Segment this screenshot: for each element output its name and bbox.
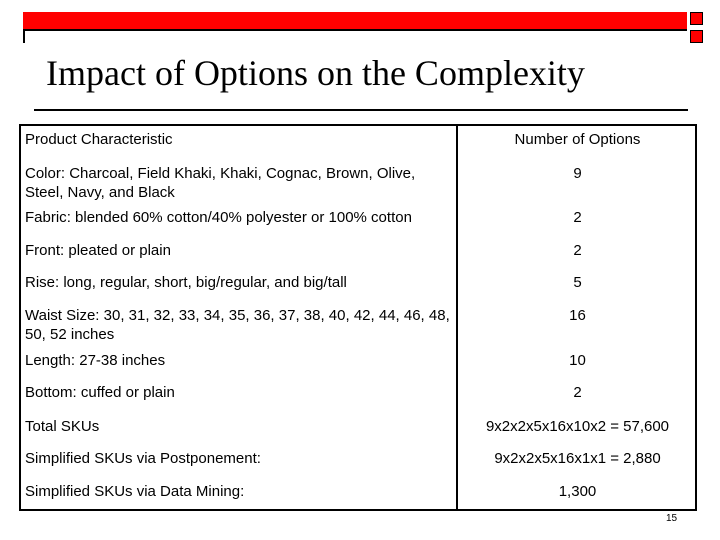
row-detail: : Charcoal, Field Khaki, Khaki, Cognac, Brown, Olive, Steel, Navy, and Black	[25, 165, 416, 201]
row-value: 1,300	[558, 483, 597, 500]
row-label: Front	[25, 242, 61, 259]
row-value: 16	[569, 307, 586, 324]
row-value: 2	[573, 384, 582, 401]
row-detail: :	[240, 483, 245, 500]
row-label-cell	[25, 208, 450, 227]
row-label: Color	[25, 165, 61, 182]
row-value: 5	[573, 274, 582, 291]
slide-title: Impact of Options on the Complexity	[46, 53, 585, 93]
title-rule	[34, 109, 688, 111]
header-number-of-options: Number of Options	[514, 131, 641, 148]
row-label: Simplified SKUs via Postponement	[25, 450, 257, 467]
row-detail: :	[256, 450, 261, 467]
row-label-cell	[25, 273, 450, 292]
row-label: Fabric	[25, 209, 67, 226]
row-label-cell	[25, 417, 450, 436]
row-label-cell	[25, 482, 450, 501]
row-detail: : cuffed or plain	[72, 384, 175, 401]
row-detail: : long, regular, short, big/regular, and big/tall	[55, 274, 347, 291]
row-label: Bottom	[25, 384, 73, 401]
row-label: Total SKUs	[25, 418, 100, 435]
row-value: 2	[573, 242, 582, 259]
corner-box-bottom	[690, 30, 703, 43]
row-value: 9x2x2x5x16x1x1 = 2,880	[494, 450, 661, 467]
row-label-cell	[25, 351, 450, 370]
row-value: 9	[573, 165, 582, 182]
row-value: 10	[569, 352, 586, 369]
row-value: 2	[573, 209, 582, 226]
corner-box-top	[690, 12, 703, 25]
row-value: 9x2x2x5x16x10x2 = 57,600	[485, 418, 670, 435]
row-detail: : 27-38 inches	[70, 352, 166, 369]
row-label: Rise	[25, 274, 56, 291]
row-label: Length	[25, 352, 71, 369]
row-label-cell	[25, 449, 450, 468]
row-label-cell	[25, 383, 450, 402]
row-detail: : blended 60% cotton/40% polyester or 100% cotton	[66, 209, 412, 226]
row-label: Simplified SKUs via Data Mining	[25, 483, 241, 500]
row-label: Waist Size	[25, 307, 96, 324]
page-number: 15	[666, 513, 678, 524]
row-detail: : 30, 31, 32, 33, 34, 35, 36, 37, 38, 40, 42, 44, 46, 48, 50, 52 inches	[25, 307, 450, 343]
row-label-cell	[25, 241, 450, 260]
header-product-characteristic: Product Characteristic	[25, 131, 173, 148]
row-label-cell	[25, 306, 450, 344]
row-label-cell	[25, 164, 450, 202]
row-detail: : pleated or plain	[60, 242, 171, 259]
slide-header-frame	[23, 29, 689, 43]
